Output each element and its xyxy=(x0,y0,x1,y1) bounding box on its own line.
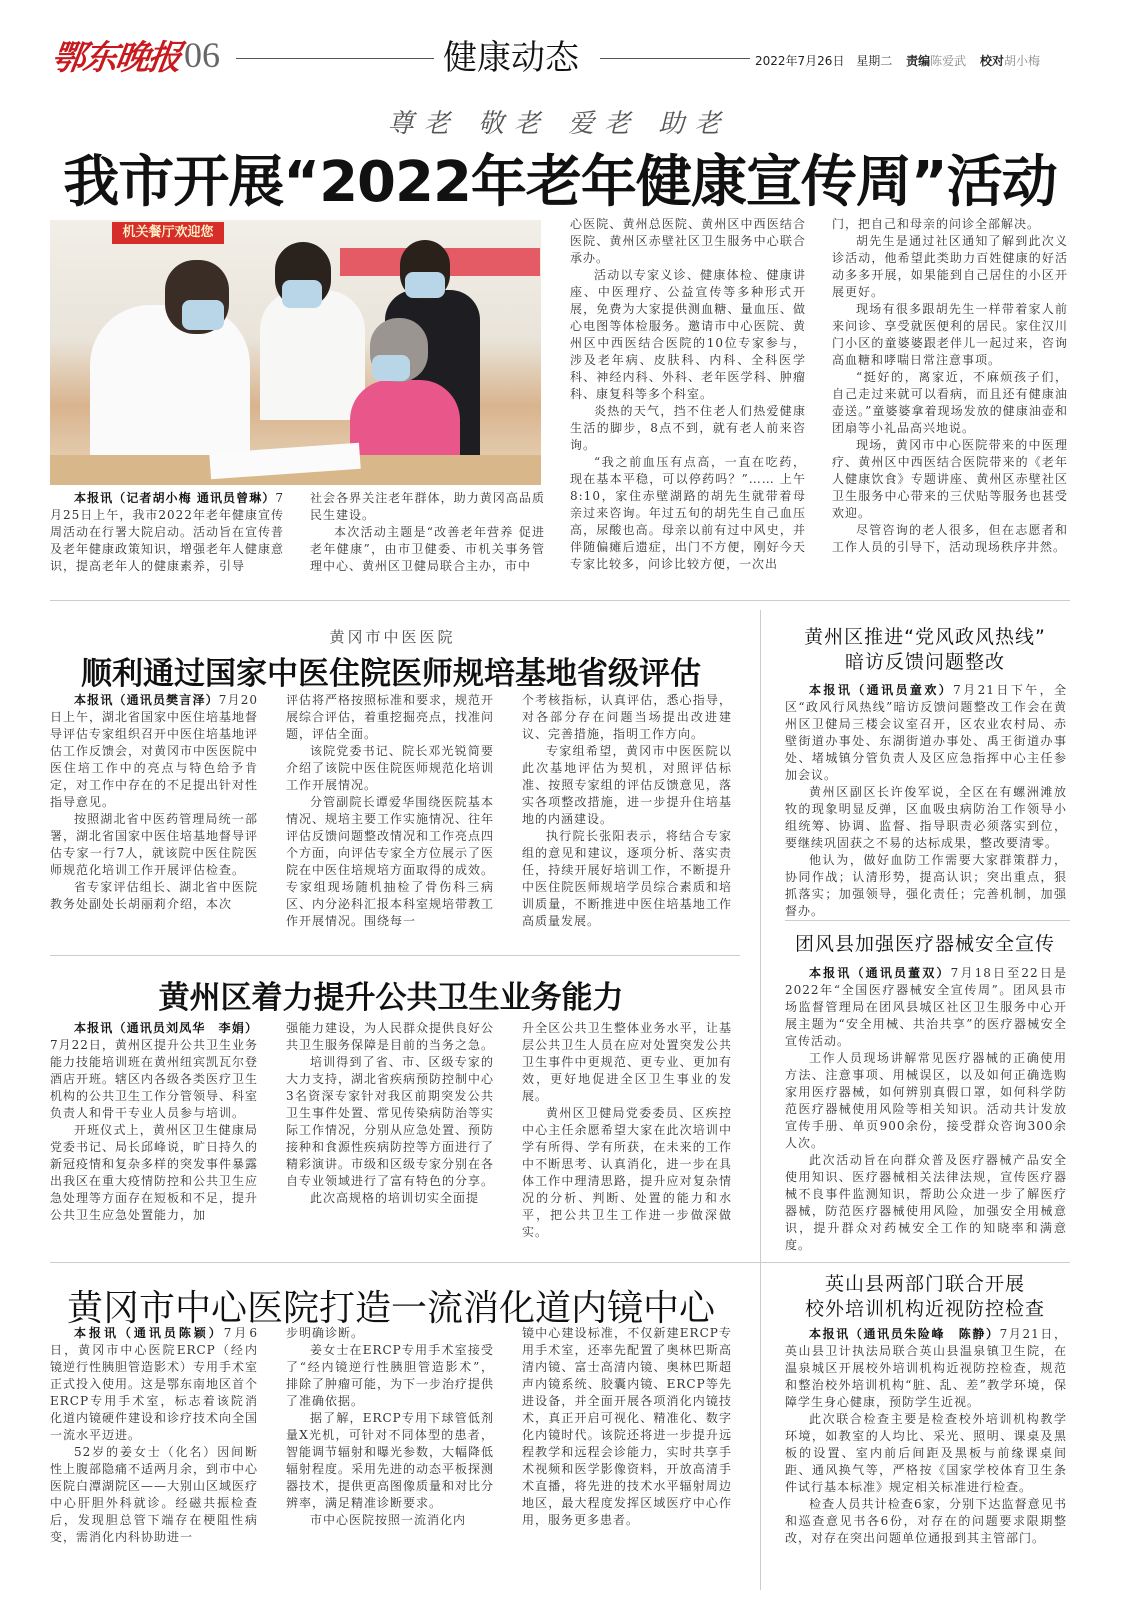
article-column xyxy=(522,1020,732,1241)
article-paragraph xyxy=(522,692,732,743)
article-column xyxy=(310,490,545,575)
article-paragraph xyxy=(50,1122,258,1224)
byline-lead: 本报讯（记者胡小梅 通讯员曾琳） xyxy=(74,491,276,505)
paragraph-text: 工作人员现场讲解常见医疗器械的正确使用方法、注意事项、用械误区，以及如何正确选购家用医疗器械，如何辨别真假口罩，如何科学防范医疗器械使用风险等相关知识。活动共计发放宣传手册、单页900余份，接受群众咨询300余人次。 xyxy=(785,1051,1067,1150)
article-paragraph xyxy=(522,828,732,930)
weekday: 星期二 xyxy=(856,54,893,68)
article-headline xyxy=(780,625,1070,675)
section-divider xyxy=(50,1262,1070,1263)
section-divider xyxy=(785,920,1070,921)
person-figure xyxy=(260,290,365,420)
paragraph-text: 52岁的姜女士（化名）因间断性上腹部隐痛不适两月余，到市中心医院白潭湖院区——大别山区域医疗中心肝胆外科就诊。经磁共振检查后，发现胆总管下端存在梗阻性病变，需消化内科协助进一 xyxy=(50,1445,259,1544)
article-paragraph xyxy=(286,1342,494,1410)
article-paragraph xyxy=(522,1325,732,1529)
article-paragraph xyxy=(50,1325,258,1444)
article-paragraph xyxy=(832,522,1068,556)
header-divider xyxy=(236,58,434,59)
headline-line: 黄州区推进“党风政风热线” xyxy=(804,626,1046,648)
article-paragraph xyxy=(286,692,494,743)
article-column xyxy=(832,216,1068,556)
article-paragraph xyxy=(286,1054,494,1190)
article-column xyxy=(286,1020,494,1207)
article-paragraph xyxy=(785,1050,1067,1152)
paragraph-text: 按照湖北省中医药管理局统一部署，湖北省国家中医住培基地督导评估专家一行7人，就该院中医住院医师规范化培训工作开展评估检查。 xyxy=(50,812,259,877)
article-column xyxy=(50,1325,258,1546)
paragraph-text: 步明确诊断。 xyxy=(286,1326,365,1340)
article-paragraph xyxy=(286,1190,494,1207)
paragraph-text: “挺好的，离家近，不麻烦孩子们，自己走过来就可以看病，而且还有健康油壶送。”童婆婆拿着现场发放的健康油壶和团扇等小礼品高兴地说。 xyxy=(832,370,1068,435)
paragraph-text: 升全区公共卫生整体业务水平，让基层公共卫生人员在应对处置突发公共卫生事件中更规范、更专业、更加有效，更好地促进全区卫生事业的发展。 xyxy=(522,1021,732,1103)
article-headline: 顺利通过国家中医住院医师规培基地省级评估 xyxy=(81,656,701,692)
paragraph-text: 此次高规格的培训切实全面提 xyxy=(310,1191,480,1205)
article-paragraph xyxy=(785,1152,1067,1254)
article-column xyxy=(50,490,284,575)
article-paragraph xyxy=(785,965,1067,1050)
article-paragraph xyxy=(286,794,494,930)
article-paragraph xyxy=(286,743,494,794)
byline-lead: 本报讯（通讯员童欢） xyxy=(809,683,954,697)
paragraph-text: 社会各界关注老年群体，助力黄冈高品质民生建设。 xyxy=(310,491,545,522)
paragraph-text: 本次活动主题是“改善老年营养 促进老年健康”，由市卫健委、市机关事务管理中心、黄州区卫健局联合主办，市中 xyxy=(310,525,545,573)
paragraph-text: 胡先生是通过社区通知了解到此次义诊活动，他希望此类助力百姓健康的好活动多多开展，如果能到自己居住的小区开展更好。 xyxy=(832,234,1068,299)
paragraph-text: 镜中心建设标准，不仅新建ERCP专用手术室，还率先配置了奥林巴斯高清内镜、富士高清内镜、奥林巴斯超声内镜系统、胶囊内镜、ERCP等先进设备，并全面开展各项消化内镜技术，真正开启可视化、精准化、数字化内镜时代。该院还将进一步提升远程教学和远程会诊能力，实时共享手术视频和医学影像资料，开放高清手术直播，将先进的技术水平辐射周边地区，最大程度发挥区域医疗中心作用，服务更多患者。 xyxy=(522,1326,732,1527)
article-column xyxy=(785,1326,1067,1547)
article-paragraph xyxy=(570,403,806,454)
article-kicker: 黄冈市中医医院 xyxy=(329,628,456,646)
article-paragraph xyxy=(310,490,545,524)
paragraph-text: 省专家评估组长、湖北省中医院教务处副处长胡丽莉介绍，本次 xyxy=(50,880,258,911)
paragraph-text: 炎热的天气，挡不住老人们热爱健康生活的脚步，8点不到，就有老人前来咨询。 xyxy=(570,404,806,452)
article-column xyxy=(50,692,258,913)
paragraph-text: 执行院长张阳表示，将结合专家组的意见和建议，逐项分析、落实责任，持续开展好培训工作，不断提升中医住院医师规培学员综合素质和培训质量，不断推进中医住培基地工作高质量发展。 xyxy=(522,829,732,928)
article-column xyxy=(286,692,494,930)
article-column xyxy=(522,692,732,930)
section-divider xyxy=(50,600,1070,601)
paragraph-text: 此次活动旨在向群众普及医疗器械产品安全使用知识、医疗器械相关法律法规，宣传医疗器械不良事件监测知识，帮助公众进一步了解医疗器械，防范医疗器械使用风险，加强安全用械意识，提升群众对药械安全工作的知晓率和满意度。 xyxy=(785,1153,1067,1252)
paragraph-text: 7月20日上午，湖北省国家中医住培基地督导评估专家组织召开中医住培基地评估工作反馈会，对黄冈市中医医院中医住培工作中的亮点与特色给予肯定，对工作中存在的不足提出针对性指导意见。 xyxy=(50,693,259,809)
paragraph-text: 市中心医院按照一流消化内 xyxy=(310,1513,467,1527)
article-column xyxy=(570,216,806,573)
paragraph-text: 分管副院长谭爱华围绕医院基本情况、规培主要工作实施情况、往年评估反馈问题整改情况和工作亮点四个方面，向评估专家全方位展示了医院在中医住培规培方面取得的成效。专家组现场随机抽检了骨伤科三病区、内分泌科汇报本科室规培带教工作开展情况。围绕每一 xyxy=(286,795,495,928)
paragraph-text: 现场，黄冈市中心医院带来的中医理疗、黄州区中西医结合医院带来的《老年人健康饮食》专题讲座、黄州区赤壁社区卫生服务中心带来的三伏贴等服务也甚受欢迎。 xyxy=(832,438,1068,520)
face-mask xyxy=(405,272,445,298)
article-paragraph xyxy=(570,267,806,403)
article-paragraph xyxy=(50,1020,258,1122)
article-paragraph xyxy=(832,216,1068,233)
article-paragraph xyxy=(785,1411,1067,1496)
article-paragraph xyxy=(785,852,1067,920)
newspaper-logo: 鄂东晚报 xyxy=(48,38,183,78)
article-headline: 黄冈市中心医院打造一流消化道内镜中心 xyxy=(66,1288,715,1329)
article-column xyxy=(286,1325,494,1529)
paragraph-text: 7月22日，黄州区提升公共卫生业务能力技能培训班在黄州纽宾凯瓦尔登酒店开班。辖区内各级各类医疗卫生机构的公共卫生工作分管领导、科室负责人和骨干专业人员参与培训。 xyxy=(50,1038,259,1120)
page-number: 06 xyxy=(184,35,220,75)
paragraph-text: 门，把自己和母亲的问诊全部解决。 xyxy=(832,217,1041,231)
article-paragraph xyxy=(785,1496,1067,1547)
header-divider xyxy=(600,58,750,59)
paragraph-text: 此次联合检查主要是检查校外培训机构教学环境，如教室的人均比、采光、照明、课桌及黑板的设置、室内前后间距及黑板与前缘课桌间距、通风换气等，严格按《国家学校体育卫生条件试行基本标准》规定相关标准进行检查。 xyxy=(785,1412,1067,1494)
column-divider xyxy=(760,610,761,1590)
article-paragraph xyxy=(310,524,545,575)
face-mask xyxy=(282,280,322,308)
paragraph-text: 强能力建设，为人民群众提供良好公共卫生服务保障是目前的当务之急。 xyxy=(286,1021,495,1052)
article-paragraph xyxy=(785,682,1067,784)
news-photo xyxy=(50,220,541,485)
article-column xyxy=(785,682,1067,920)
paragraph-text: 检查人员共计检查6家，分别下达监督意见书和巡查意见书各6份，对存在的问题要求限期整改，对存在突出问题单位通报到其主管部门。 xyxy=(785,1497,1067,1545)
paragraph-text: 个考核指标，认真评估，悉心指导，对各部分存在问题当场提出改进建议、完善措施，指明工作方向。 xyxy=(522,693,732,741)
paragraph-text: 7月25日上午，我市2022年老年健康宣传周活动在行署大院启动。活动旨在宣传普及老年健康政策知识，增强老年人健康意识，提高老年人的健康素养，引导 xyxy=(50,491,285,573)
article-paragraph xyxy=(570,216,806,267)
paragraph-text: 现场有很多跟胡先生一样带着家人前来问诊、享受就医便利的居民。家住汉川门小区的童婆婆跟老伴儿一起过来，咨询高血糖和哮喘日常注意事项。 xyxy=(832,302,1068,367)
paragraph-text: 7月21日，英山县卫计执法局联合英山县温泉镇卫生院，在温泉城区开展校外培训机构近视防控检查，规范和整治校外培训机构“脏、乱、差”教学环境，保障学生身心健康，预防学生近视。 xyxy=(785,1327,1067,1409)
article-paragraph xyxy=(522,1020,732,1105)
article-headline: 黄州区着力提升公共卫生业务能力 xyxy=(158,980,624,1016)
article-column xyxy=(785,965,1067,1254)
article-paragraph xyxy=(50,490,284,575)
section-title: 健康动态 xyxy=(443,38,579,78)
face-mask xyxy=(372,355,410,381)
paragraph-text: 心医院、黄州总医院、黄州区中西医结合医院、黄州区赤壁社区卫生服务中心联合承办。 xyxy=(570,217,806,265)
byline-lead: 本报讯（通讯员朱险峰 陈静） xyxy=(809,1327,1000,1341)
paragraph-text: 姜女士在ERCP专用手术室接受了“经内镜逆行性胰胆管造影术”，排除了肿瘤可能，为下一步治疗提供了准确依据。 xyxy=(286,1343,495,1408)
article-headline: 团风县加强医疗器械安全宣传 xyxy=(794,933,1055,955)
photo-banner: 机关餐厅欢迎您 xyxy=(112,222,224,244)
paragraph-text: 黄州区副区长许俊军说，全区在有螺洲滩放牧的现象明显反弹，区血吸虫病防治工作领导小组统筹、协调、监督、指导职责必须落实到位，要继续巩固获之不易的达标成果，整改要清零。 xyxy=(785,785,1067,850)
byline-lead: 本报讯（通讯员陈颖） xyxy=(74,1326,224,1340)
lead-headline: 我市开展“2022年老年健康宣传周”活动 xyxy=(63,150,1057,215)
article-paragraph xyxy=(832,369,1068,437)
article-paragraph xyxy=(286,1410,494,1512)
paragraph-text: 尽管咨询的老人很多，但在志愿者和工作人员的引导下，活动现场秩序井然。 xyxy=(832,523,1068,554)
article-paragraph xyxy=(832,437,1068,522)
article-paragraph xyxy=(50,692,258,811)
article-paragraph xyxy=(50,1444,258,1546)
article-paragraph xyxy=(570,454,806,573)
paragraph-text: 7月18日至22日是2022年“全国医疗器械安全宣传周”。团风县市场监督管理局在团风县城区社区卫生服务中心开展主题为“安全用械、共治共享”的医疗器械安全宣传活动。 xyxy=(785,966,1067,1048)
article-column xyxy=(50,1020,258,1224)
article-headline xyxy=(780,1272,1070,1322)
paragraph-text: 活动以专家义诊、健康体检、健康讲座、中医理疗、公益宣传等多种形式开展，免费为大家提供测血糖、量血压、做心电图等体检服务。邀请市中心医院、黄州区中西医结合医院的10位专家参与，涉及老年病、皮肤科、内科、全科医学科、神经内科、外科、老年医学科、肿瘤科、康复科等多个科室。 xyxy=(570,268,806,401)
proof-label: 校对 xyxy=(979,54,1004,68)
paragraph-text: 开班仪式上，黄州区卫生健康局党委书记、局长邱峰说，旷日持久的新冠疫情和复杂多样的突发事件暴露出我区在重大疫情防控和公共卫生应急处理等方面存在短板和不足，提升公共卫生应急处置能力，加 xyxy=(50,1123,259,1222)
article-paragraph xyxy=(50,811,258,879)
headline-line: 暗访反馈问题整改 xyxy=(844,651,1005,673)
paragraph-text: 专家组希望，黄冈市中医医院以此次基地评估为契机，对照评估标准、按照专家组的评估反馈意见，落实各项整改措施，进一步提升住培基地的内涵建设。 xyxy=(522,744,732,826)
paragraph-text: 7月21日下午，全区“政风行风热线”暗访反馈问题整改工作会在黄州区卫健局三楼会议室召开，区农业农村局、赤壁街道办事处、东湖街道办事处、禹王街道办事处、堵城镇分管负责人及区应急指挥中心主任参加会议。 xyxy=(785,683,1067,782)
paragraph-text: 评估将严格按照标准和要求，规范开展综合评估，着重挖掘亮点，找准问题，评估全面。 xyxy=(286,693,495,741)
article-paragraph xyxy=(785,1326,1067,1411)
paragraph-text: 7月6日，黄冈市中心医院ERCP（经内镜逆行性胰胆管造影术）专用手术室正式投入使用。这是鄂东南地区首个ERCP专用手术室，标志着该院消化道内镜硬件建设和诊疗技术向全国一流水平迈进。 xyxy=(50,1326,259,1442)
article-kicker: 尊老 敬老 爱老 助老 xyxy=(387,109,731,139)
editor-name: 陈爱武 xyxy=(930,54,967,68)
article-paragraph xyxy=(522,1105,732,1241)
article-paragraph xyxy=(286,1020,494,1054)
article-paragraph xyxy=(286,1512,494,1529)
article-paragraph xyxy=(286,1325,494,1342)
issue-date: 2022年7月26日 xyxy=(755,54,845,68)
paragraph-text: 该院党委书记、院长邓光锐简要介绍了该院中医住院医师规范化培训工作开展情况。 xyxy=(286,744,495,792)
face-mask xyxy=(182,300,224,330)
paragraph-text: “我之前血压有点高，一直在吃药，现在基本平稳，可以停药吗？”…… 上午8:10，家住赤壁湖路的胡先生就带着母亲过来咨询。年过五旬的胡先生自己血压高，尿酸也高。母亲以前有过中风史，并伴随偏瘫后遗症，出门不方便，刚好今天专家比较多，问诊比较方便，一次出 xyxy=(570,455,806,571)
article-paragraph xyxy=(785,784,1067,852)
editor-label: 责编 xyxy=(906,54,931,68)
paragraph-text: 培训得到了省、市、区级专家的大力支持，湖北省疾病预防控制中心3名资深专家针对我区前期突发公共卫生事件处置、常见传染病防治等实际工作情况，分别从应急处置、预防接种和食源性疾病防控等方面进行了精彩演讲。市级和区级专家分别在各自专业领域进行了富有特色的分享。 xyxy=(286,1055,495,1188)
article-paragraph xyxy=(832,301,1068,369)
article-paragraph xyxy=(522,743,732,828)
byline-lead: 本报讯（通讯员樊言泽） xyxy=(74,693,219,707)
article-column xyxy=(522,1325,732,1529)
article-paragraph xyxy=(50,879,258,913)
headline-line: 英山县两部门联合开展 xyxy=(824,1273,1025,1295)
paragraph-text: 黄州区卫健局党委委员、区疾控中心主任余愿希望大家在此次培训中学有所得、学有所获，在未来的工作中不断思考、认真消化，进一步在具体工作中理清思路，提升应对复杂情况的分析、判断、处置的能力和水平，把公共卫生工作进一步做深做实。 xyxy=(522,1106,732,1239)
proofreader-name: 胡小梅 xyxy=(1004,54,1041,68)
article-paragraph xyxy=(832,233,1068,301)
byline-lead: 本报讯（通讯员董双） xyxy=(809,966,951,980)
byline-lead: 本报讯（通讯员刘凤华 李娟） xyxy=(74,1021,258,1035)
paragraph-text: 据了解，ERCP专用下球管低剂量X光机，可针对不同体型的患者，智能调节辐射和曝光参数，大幅降低辐射程度。采用先进的动态平板探测器技术，提供更高图像质量和对比分辨率，满足精准诊断要求。 xyxy=(286,1411,495,1510)
paragraph-text: 他认为，做好血防工作需要大家群策群力，协同作战；认清形势，提高认识；突出重点，狠抓落实；加强领导，强化责任；完善机制，加强督办。 xyxy=(785,853,1067,918)
headline-line: 校外培训机构近视防控检查 xyxy=(804,1298,1045,1320)
dateline xyxy=(755,52,1040,69)
section-divider xyxy=(50,955,740,956)
